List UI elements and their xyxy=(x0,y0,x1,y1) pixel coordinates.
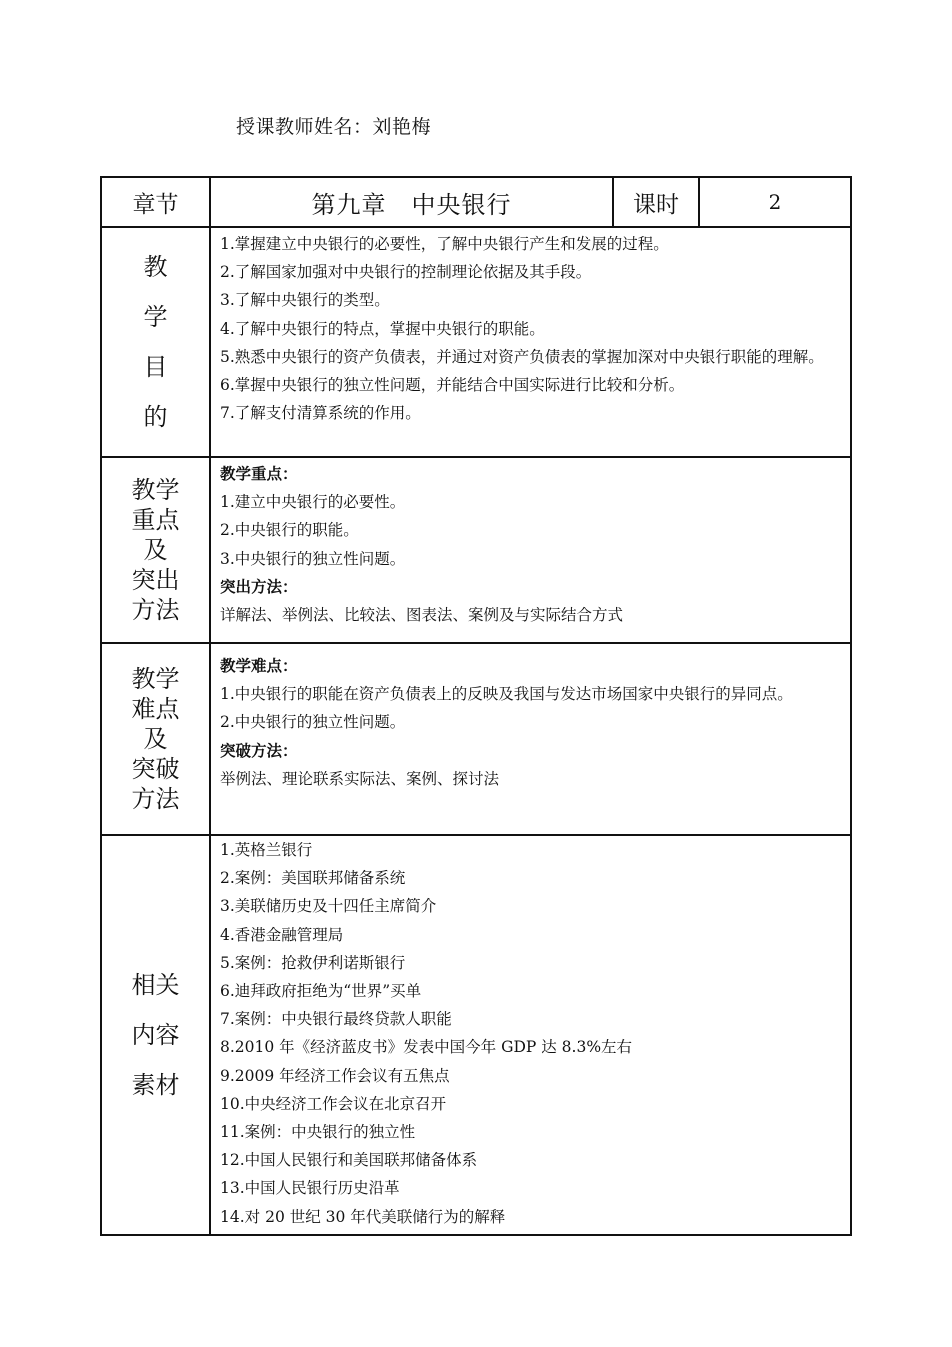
objective-item: 1.掌握建立中央银行的必要性，了解中央银行产生和发展的过程。 xyxy=(220,235,669,253)
lesson-plan-table xyxy=(100,176,852,1236)
objectives-label-char: 教 xyxy=(143,253,168,281)
chapter-label: 章节 xyxy=(101,177,210,227)
objectives-row xyxy=(101,227,851,457)
highlight-method-heading: 突出方法： xyxy=(220,576,298,596)
objectives-content xyxy=(210,227,851,457)
materials-label-line: 内容 xyxy=(131,1020,180,1049)
key-points-row xyxy=(101,457,851,643)
key-points-label-line: 教学 xyxy=(131,476,180,504)
materials-label xyxy=(101,835,210,1235)
key-points-label-line: 及 xyxy=(143,536,168,564)
difficulty-item: 2.中央银行的独立性问题。 xyxy=(220,713,406,732)
material-item: 7.案例：中央银行最终贷款人职能 xyxy=(220,1010,452,1029)
materials-label-line: 素材 xyxy=(131,1070,180,1099)
material-item: 4.香港金融管理局 xyxy=(220,925,344,944)
material-item: 5.案例：抢救伊利诺斯银行 xyxy=(220,953,406,972)
difficulties-label-line: 及 xyxy=(143,725,168,753)
material-item: 13.中国人民银行历史沿革 xyxy=(220,1179,400,1198)
difficulties-label-line: 突破 xyxy=(131,755,180,783)
objective-item: 2.了解国家加强对中央银行的控制理论依据及其手段。 xyxy=(220,263,592,282)
difficulties-label-line: 教学 xyxy=(131,665,180,693)
material-item: 6.迪拜政府拒绝为“世界”买单 xyxy=(220,982,422,1001)
material-item: 11.案例：中央银行的独立性 xyxy=(220,1123,416,1142)
hours-value: 2 xyxy=(699,177,851,227)
key-points-heading: 教学重点： xyxy=(220,464,298,483)
objective-item: 6.掌握中央银行的独立性问题，并能结合中国实际进行比较和分析。 xyxy=(220,376,685,395)
hours-label: 课时 xyxy=(613,177,699,227)
objectives-label-char: 目 xyxy=(143,353,168,381)
material-item: 2.案例：美国联邦储备系统 xyxy=(220,869,406,888)
difficulties-row xyxy=(101,643,851,835)
objectives-label-char: 学 xyxy=(143,303,168,331)
key-point-item: 3.中央银行的独立性问题。 xyxy=(220,549,406,568)
objectives-label xyxy=(101,227,210,457)
chapter-row xyxy=(101,177,851,227)
objectives-label-char: 的 xyxy=(143,403,168,431)
material-item: 1.英格兰银行 xyxy=(220,841,313,859)
difficulties-content xyxy=(210,643,851,835)
key-points-label xyxy=(101,457,210,643)
breakthrough-method-text: 举例法、理论联系实际法、案例、探讨法 xyxy=(220,769,500,788)
difficulties-heading: 教学难点： xyxy=(220,656,298,675)
objective-item: 5.熟悉中央银行的资产负债表，并通过对资产负债表的掌握加深对中央银行职能的理解。 xyxy=(220,347,824,366)
key-points-content xyxy=(210,457,851,643)
material-item: 14.对 20 世纪 30 年代美联储行为的解释 xyxy=(220,1207,506,1226)
breakthrough-method-heading: 突破方法： xyxy=(220,740,298,760)
difficulties-label xyxy=(101,643,210,835)
material-item: 3.美联储历史及十四任主席简介 xyxy=(220,897,437,916)
highlight-method-text: 详解法、举例法、比较法、图表法、案例及与实际结合方式 xyxy=(220,606,624,625)
material-item: 8.2010 年《经济蓝皮书》发表中国今年 GDP 达 8.3%左右 xyxy=(220,1038,633,1057)
objective-item: 4.了解中央银行的特点，掌握中央银行的职能。 xyxy=(220,319,545,338)
key-point-item: 2.中央银行的职能。 xyxy=(220,521,359,540)
materials-label-line: 相关 xyxy=(131,970,180,999)
material-item: 10.中央经济工作会议在北京召开 xyxy=(220,1094,447,1113)
key-points-label-line: 方法 xyxy=(131,596,180,624)
difficulties-label-line: 方法 xyxy=(131,785,180,813)
difficulty-item: 1.中央银行的职能在资产负债表上的反映及我国与发达市场国家中央银行的异同点。 xyxy=(220,685,793,704)
key-point-item: 1.建立中央银行的必要性。 xyxy=(220,493,406,512)
materials-content xyxy=(210,835,851,1235)
teacher-name-line: 授课教师姓名：刘艳梅 xyxy=(236,116,432,138)
difficulties-label-line: 难点 xyxy=(131,695,180,723)
key-points-label-line: 突出 xyxy=(131,566,180,594)
objective-item: 7.了解支付清算系统的作用。 xyxy=(220,404,421,423)
material-item: 12.中国人民银行和美国联邦储备体系 xyxy=(220,1151,478,1170)
material-item: 9.2009 年经济工作会议有五焦点 xyxy=(220,1066,450,1085)
materials-row xyxy=(101,835,851,1235)
key-points-label-line: 重点 xyxy=(131,506,180,534)
objective-item: 3.了解中央银行的类型。 xyxy=(220,291,390,310)
chapter-title: 第九章 中央银行 xyxy=(210,177,613,227)
